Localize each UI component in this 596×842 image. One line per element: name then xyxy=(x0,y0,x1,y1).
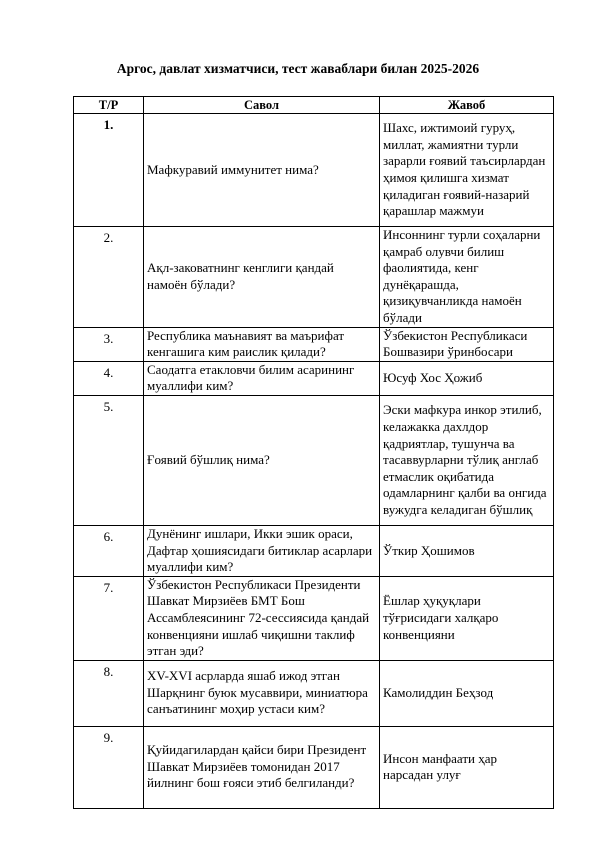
header-number: Т/Р xyxy=(74,97,144,114)
header-question: Савол xyxy=(144,97,380,114)
row-question: Дунёнинг ишлари, Икки эшик ораси, Дафтар ҳошиясидаги битиклар асарлари муаллифи ким? xyxy=(144,525,380,576)
table-row xyxy=(74,726,554,808)
row-answer: Инсон манфаати ҳар нарсадан улуғ xyxy=(380,726,554,808)
row-question: Қуйидагилардан қайси бири Президент Шавкат Мирзиёев томонидан 2017 йилнинг бош ғояси этиб белгиланди? xyxy=(144,726,380,808)
row-number: 7. xyxy=(74,576,144,660)
row-answer: Ёшлар ҳуқуқлари тўғрисидаги халқаро конвенцияни xyxy=(380,576,554,660)
row-question: Саодатга етакловчи билим асарининг муаллифи ким? xyxy=(144,361,380,395)
row-answer: Ўзбекистон Республикаси Бошвазири ўринбосари xyxy=(380,327,554,361)
row-answer: Юсуф Хос Ҳожиб xyxy=(380,361,554,395)
row-question: XV-XVI асрларда яшаб ижод этган Шарқнинг буюк мусаввири, миниатюра санъатининг моҳир устаси ким? xyxy=(144,660,380,726)
row-question: Мафкуравий иммунитет нима? xyxy=(144,114,380,227)
row-question: Ўзбекистон Республикаси Президенти Шавкат Мирзиёев БМТ Бош Ассамблеясининг 72-сессиясида қандай конвенцияни ишлаб чиқишни таклиф этган эди? xyxy=(144,576,380,660)
row-answer: Камолиддин Беҳзод xyxy=(380,660,554,726)
row-question: Ғоявий бўшлиқ нима? xyxy=(144,395,380,525)
table-row xyxy=(74,525,554,576)
table-header-row xyxy=(74,97,554,114)
table-row xyxy=(74,660,554,726)
table-row xyxy=(74,395,554,525)
table-row xyxy=(74,114,554,227)
table-row xyxy=(74,327,554,361)
table-row xyxy=(74,576,554,660)
row-number: 2. xyxy=(74,227,144,328)
header-answer: Жавоб xyxy=(380,97,554,114)
row-number: 4. xyxy=(74,361,144,395)
document-title: Аргос, давлат хизматчиси, тест жаваблари билан 2025-2026 xyxy=(116,61,480,76)
qa-table xyxy=(73,96,554,809)
row-answer: Эски мафкура инкор этилиб, келажакка дахлдор қадриятлар, тушунча ва тасаввурларни тўлиқ англаб етмаслик оқибатида одамларнинг қалби ва онгида вужудга келадиган бўшлиқ xyxy=(380,395,554,525)
row-number: 3. xyxy=(74,327,144,361)
row-answer: Шахс, ижтимоий гуруҳ, миллат, жамиятни турли зарарли ғоявий таъсирлардан ҳимоя қилишга хизмат қиладиган ғоявий-назарий қарашлар мажмуи xyxy=(380,114,554,227)
row-number: 9. xyxy=(74,726,144,808)
row-answer: Ўткир Ҳошимов xyxy=(380,525,554,576)
table-row xyxy=(74,227,554,328)
table-row xyxy=(74,361,554,395)
row-number: 6. xyxy=(74,525,144,576)
row-number: 1. xyxy=(74,114,144,227)
row-number: 8. xyxy=(74,660,144,726)
row-answer: Инсоннинг турли соҳаларни қамраб олувчи билиш фаолиятида, кенг дунёқарашда, қизиқувчанликда намоён бўлади xyxy=(380,227,554,328)
row-number: 5. xyxy=(74,395,144,525)
row-question: Республика маънавият ва маърифат кенгашига ким раислик қилади? xyxy=(144,327,380,361)
row-question: Ақл-заковатнинг кенглиги қандай намоён бўлади? xyxy=(144,227,380,328)
